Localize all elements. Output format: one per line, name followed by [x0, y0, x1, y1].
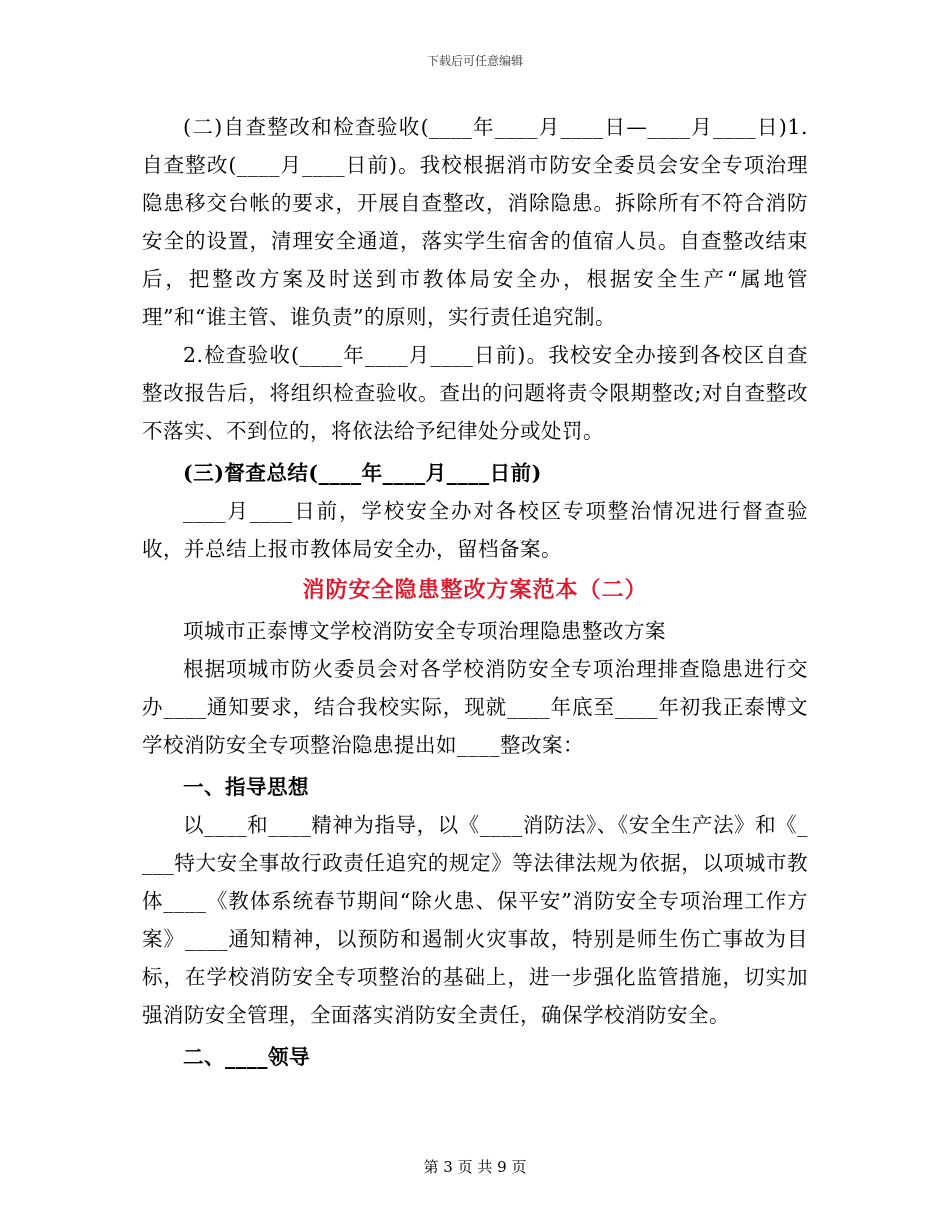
- header-note: 下载后可任意编辑: [426, 54, 523, 68]
- document-body: [142, 108, 808, 1076]
- page-footer: 第 3 页 共 9 页: [423, 1158, 527, 1176]
- paragraph-self-check: (二)自查整改和检查验收(____年____月____日—____月____日)1.自查整改(____月____日前)。我校根据消市防安全委员会安全专项治理隐患移交台帐的要求，开展自查整改，消除隐患。拆除所有不符合消防安全的设置，清理安全通道，落实学生宿舍的值宿人员。自查整改结束后，把整改方案及时送到市教体局安全办，根据安全生产“属地管理”和“谁主管、谁负责”的原则，实行责任追究制。: [142, 115, 808, 329]
- document-title: 消防安全隐患整改方案范本（二）: [302, 577, 648, 603]
- section-heading-supervision: (三)督查总结(____年____月____日前): [183, 461, 542, 485]
- paragraph-basis: 根据项城市防火委员会对各学校消防安全专项治理排查隐患进行交办____通知要求，结合我校实际，现就____年底至____年初我正泰博文学校消防安全专项整治隐患提出如____整改案：: [142, 657, 808, 757]
- paragraph-plan-name: 项城市正泰博文学校消防安全专项治理隐患整改方案: [183, 619, 666, 643]
- paragraph-guiding-ideology: 以____和____精神为指导，以《____消防法》、《安全生产法》和《____特大安全事故行政责任追究的规定》等法律法规为依据，以项城市教体____《教体系统春节期间“除火患、保平安”消防安全专项治理工作方案》____通知精神，以预防和遏制火灾事故，特别是师生伤亡事故为目标，在学校消防安全专项整治的基础上，进一步强化监管措施，切实加强消防安全管理，全面落实消防安全责任，确保学校消防安全。: [142, 813, 808, 1027]
- paragraph-inspection: 2.检查验收(____年____月____日前)。我校安全办接到各校区自查整改报告后，将组织检查验收。查出的问题将责令限期整改;对自查整改不落实、不到位的，将依法给予纪律处分或处罚。: [142, 343, 808, 443]
- section-heading-leadership: 二、____领导: [183, 1045, 310, 1069]
- paragraph-supervision: ____月____日前，学校安全办对各校区专项整治情况进行督查验收，并总结上报市教体局安全办，留档备案。: [142, 499, 808, 561]
- section-heading-guiding-ideology: 一、指导思想: [183, 775, 309, 799]
